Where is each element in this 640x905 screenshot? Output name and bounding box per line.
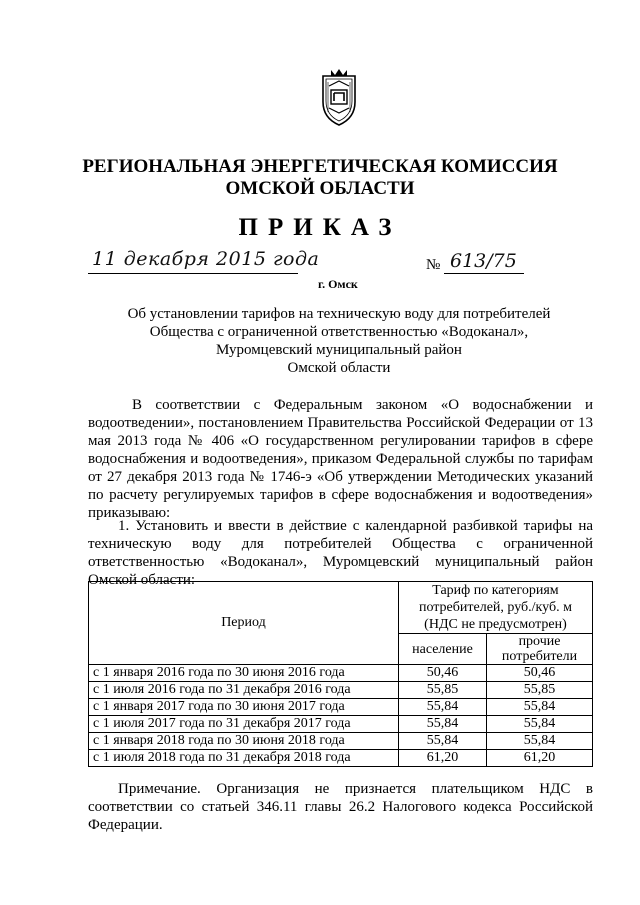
column-header-tariff: Тариф по категориям потребителей, руб./куб. м (НДС не предусмотрен) [398, 582, 592, 634]
other-tariff-cell: 61,20 [487, 750, 593, 767]
other-tariff-cell: 50,46 [487, 665, 593, 682]
population-tariff-cell: 50,46 [398, 665, 486, 682]
tariff-table [88, 581, 593, 767]
period-cell: с 1 июля 2017 года по 31 декабря 2017 года [89, 716, 399, 733]
population-tariff-cell: 55,84 [398, 716, 486, 733]
period-cell: с 1 января 2016 года по 30 июня 2016 года [89, 665, 399, 682]
column-header-other: прочие потребители [487, 634, 593, 665]
number-label: № [426, 257, 441, 273]
other-tariff-cell: 55,84 [487, 699, 593, 716]
table-row [89, 750, 593, 767]
order-subject [88, 305, 590, 377]
number-underline [444, 273, 524, 274]
subject-line: Общества с ограниченной ответственностью «Водоканал», [149, 324, 529, 340]
population-tariff-cell: 55,84 [398, 733, 486, 750]
period-cell: с 1 января 2018 года по 30 июня 2018 года [89, 733, 399, 750]
clause-1-paragraph: 1. Установить и ввести в действие с календарной разбивкой тарифы на техническую воду для потребителей Общества с ограниченной ответственностью «Водоканал», Муромцевский муниципальный район Омской области: [88, 518, 593, 588]
handwritten-date: 11 декабря 2015 года [92, 248, 320, 270]
subject-line: Муромцевский муниципальный район [216, 342, 462, 358]
subject-line: Омской области [287, 360, 391, 376]
handwritten-number: 613/75 [450, 250, 517, 272]
preamble-paragraph: В соответствии с Федеральным законом «О водоснабжении и водоотведении», постановлением Правительства Российской Федерации от 13 мая 2013 года № 406 «О государственном регулировании тарифов в сфере водоснабжения и водоотведения», приказом Федеральной службы по тарифам от 27 декабря 2013 года № 1746-э «Об утверждении Методических указаний по расчету регулируемых тарифов в сфере водоснабжения и водоотведения» приказываю: [88, 397, 593, 521]
note-paragraph: Примечание. Организация не признается плательщиком НДС в соответствии со статьей 346.11 главы 26.2 Налогового кодекса Российской Федерации. [88, 781, 593, 833]
table-row [89, 699, 593, 716]
other-tariff-cell: 55,85 [487, 682, 593, 699]
population-tariff-cell: 61,20 [398, 750, 486, 767]
population-tariff-cell: 55,85 [398, 682, 486, 699]
column-header-period: Период [89, 582, 399, 665]
period-cell: с 1 июля 2018 года по 31 декабря 2018 года [89, 750, 399, 767]
subject-line: Об установлении тарифов на техническую воду для потребителей [127, 306, 551, 322]
period-cell: с 1 июля 2016 года по 31 декабря 2016 года [89, 682, 399, 699]
population-tariff-cell: 55,84 [398, 699, 486, 716]
other-tariff-cell: 55,84 [487, 716, 593, 733]
coat-of-arms-icon [317, 68, 361, 128]
column-header-population: население [398, 634, 486, 665]
city-label: г. Омск [318, 277, 358, 291]
other-tariff-cell: 55,84 [487, 733, 593, 750]
date-underline [88, 273, 298, 274]
table-row [89, 733, 593, 750]
period-cell: с 1 января 2017 года по 30 июня 2017 года [89, 699, 399, 716]
organization-name-line1: РЕГИОНАЛЬНАЯ ЭНЕРГЕТИЧЕСКАЯ КОМИССИЯ [82, 156, 558, 177]
table-row [89, 716, 593, 733]
table-row [89, 682, 593, 699]
document-type-title: ПРИКАЗ [238, 214, 402, 241]
table-row [89, 665, 593, 682]
organization-name-line2: ОМСКОЙ ОБЛАСТИ [225, 178, 415, 199]
